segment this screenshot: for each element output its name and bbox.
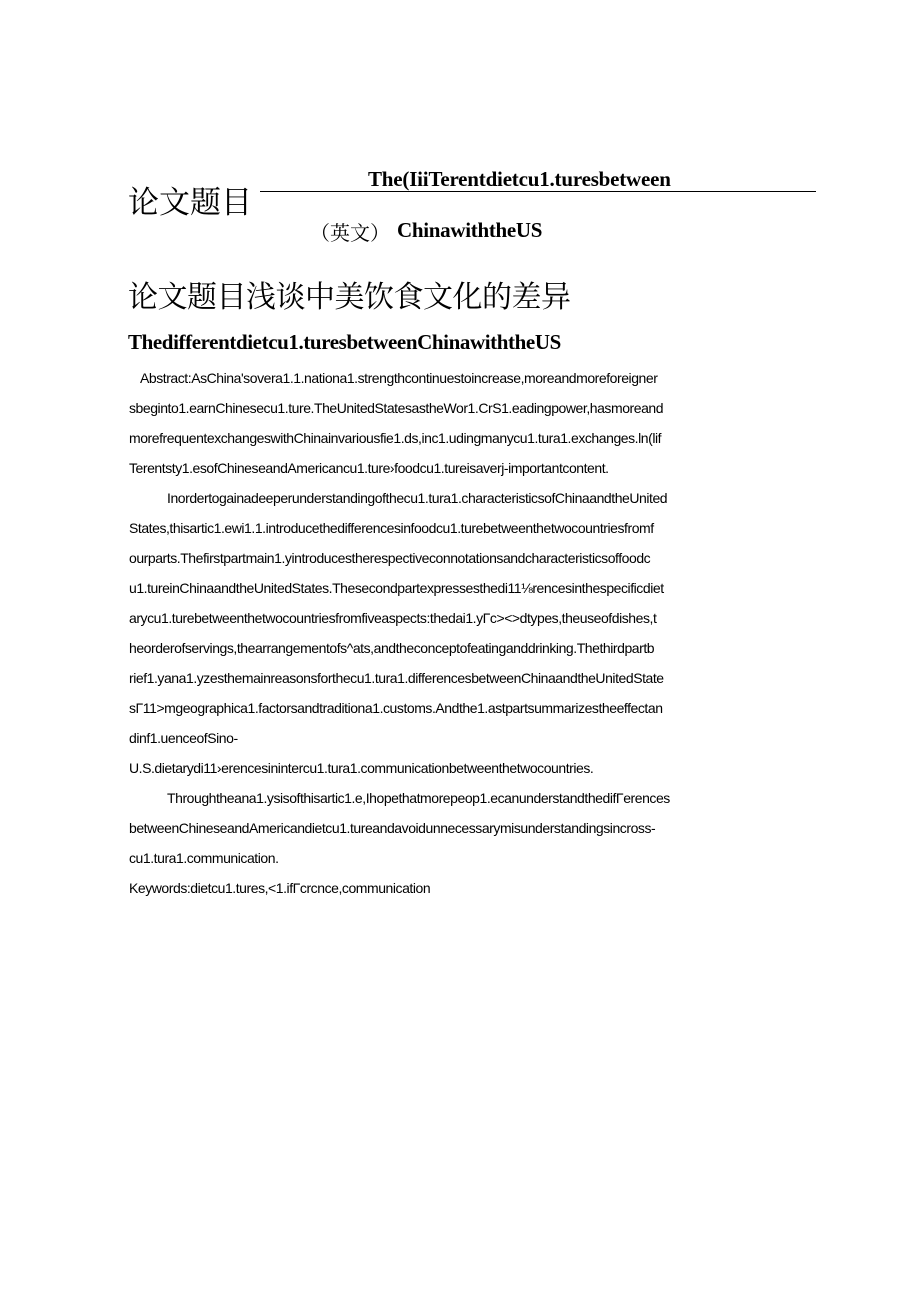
abstract-line: dinf1.uenceofSino-: [129, 730, 238, 746]
abstract-line: ourparts.Thefirstpartmain1.yintroducestherespectiveconnotationsandcharacteristicsoffoodc: [129, 550, 651, 566]
abstract-line: Abstract:AsChina'sovera1.1.nationa1.strengthcontinuestoincrease,moreandmoreforeigner: [140, 370, 658, 386]
abstract-line: rief1.yana1.yzesthemainreasonsforthecu1.tura1.differencesbetweenChinaandtheUnitedState: [129, 670, 664, 686]
abstract-line: sΓ11>mgeographica1.factorsandtraditiona1.customs.Andthe1.astpartsummarizestheeffectan: [129, 700, 663, 716]
abstract-line: arycu1.turebetweenthetwocountriesfromfiveaspects:thedai1.yΓc><>dtypes,theuseofdishes,t: [129, 610, 657, 626]
chinese-thesis-title: 论文题目浅谈中美饮食文化的差异: [128, 280, 571, 315]
english-title-note: （英文）: [310, 221, 390, 245]
abstract-line: heorderofservings,thearrangementofs^ats,andtheconceptofeatinganddrinking.Thethirdpartb: [129, 640, 655, 656]
abstract-line: u1.tureinChinaandtheUnitedStates.Thesecondpartexpressesthedi11⅛rencesinthespecificdiet: [129, 580, 664, 596]
thesis-title-label: 论文题目: [128, 185, 252, 221]
abstract-line: betweenChineseandAmericandietcu1.tureandavoidunnecessarymisunderstandingsincross-: [129, 820, 656, 836]
abstract-line: Terentsty1.esofChineseandAmericancu1.ture›foodcu1.tureisaverj-importantcontent.: [129, 460, 609, 476]
abstract-line: sbeginto1.earnChinesecu1.ture.TheUnitedStatesastheWor1.CrS1.eadingpower,hasmoreand: [129, 400, 664, 416]
abstract-line: Throughtheana1.ysisofthisartic1.e,Ihopethatmorepeop1.ecanunderstandthedifΓerences: [167, 790, 670, 806]
abstract-line: States,thisartic1.ewi1.1.introducethedifferencesinfoodcu1.turebetweenthetwocountriesfromf: [129, 520, 654, 536]
english-title-line-2: ChinawiththeUS: [397, 218, 543, 242]
abstract-line: Inordertogainadeeperunderstandingofthecu1.tura1.characteristicsofChinaandtheUnited: [167, 490, 668, 506]
abstract-line: U.S.dietarydi11›erencesinintercu1.tura1.communicationbetweenthetwocountries.: [129, 760, 594, 776]
thesis-title-block: [128, 165, 816, 245]
keywords-line: Keywords:dietcu1.tures,<1.ifΓcrcnce,communication: [129, 880, 431, 896]
abstract-line: cu1.tura1.communication.: [129, 850, 279, 866]
english-title-line-1: The(IiiTerentdietcu1.turesbetween: [368, 167, 671, 191]
title-underline: [260, 191, 816, 192]
abstract-line: morefrequentexchangeswithChinainvariousfie1.ds,inc1.udingmanycu1.tura1.exchanges.ln(lif: [129, 430, 662, 446]
english-thesis-title: Thedifferentdietcu1.turesbetweenChinawiththeUS: [128, 330, 561, 354]
